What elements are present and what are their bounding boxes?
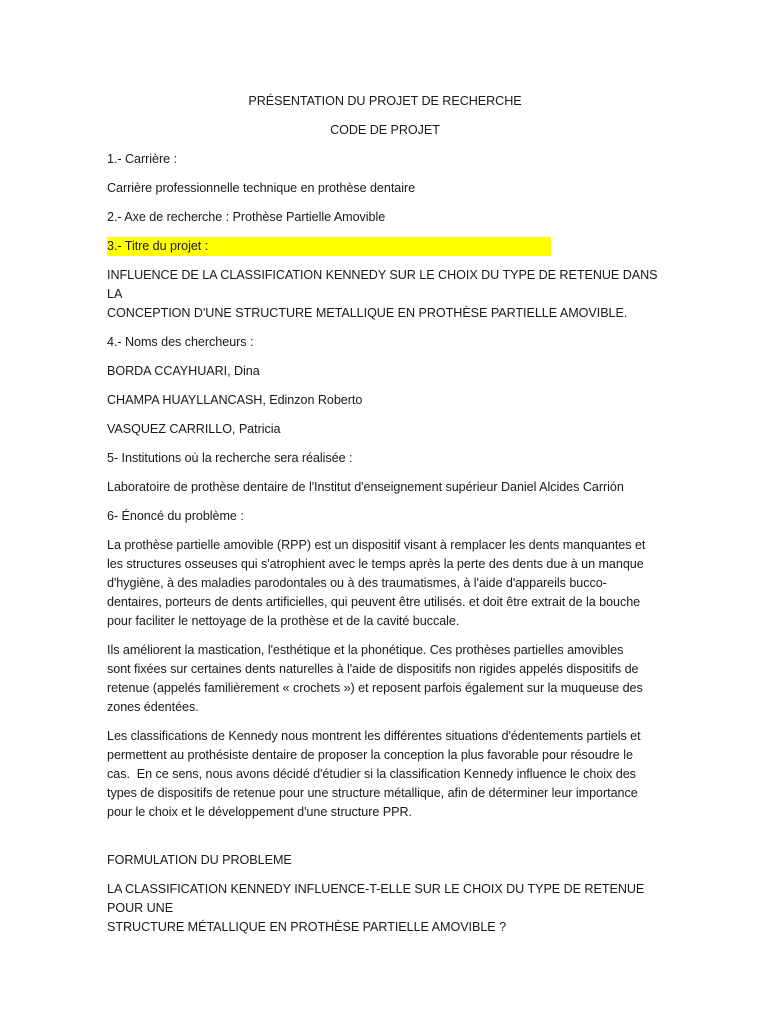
- section-1-heading: 1.- Carrière :: [107, 152, 177, 166]
- researcher-name: BORDA CCAYHUARI, Dina: [107, 364, 260, 378]
- paragraph-line: Ils améliorent la mastication, l'esthétique et la phonétique. Ces prothèses partielles amovibles: [107, 643, 624, 657]
- paragraph-line: dentaires, porteurs de dents artificielles, qui peuvent être utilisés. et doit être extrait de la bouche: [107, 595, 641, 609]
- project-title-line: CONCEPTION D'UNE STRUCTURE METALLIQUE EN PROTHÈSE PARTIELLE AMOVIBLE.: [107, 306, 628, 320]
- problem-paragraph-3: [107, 727, 663, 822]
- paragraph-line: d'hygiène, à des maladies parodontales ou à des traumatismes, à l'aide d'appareils bucco-: [107, 576, 607, 590]
- document-title: PRÉSENTATION DU PROJET DE RECHERCHE: [248, 94, 522, 108]
- paragraph-line: La prothèse partielle amovible (RPP) est un dispositif visant à remplacer les dents manquantes et: [107, 538, 646, 552]
- research-question-line: STRUCTURE MÉTALLIQUE EN PROTHÈSE PARTIELLE AMOVIBLE ?: [107, 920, 507, 934]
- paragraph-line: Les classifications de Kennedy nous montrent les différentes situations d'édentements partiels et: [107, 729, 641, 743]
- paragraph-line: les structures osseuses qui s'atrophient avec le temps après la perte des dents due à un manque: [107, 557, 644, 571]
- formulation-heading: FORMULATION DU PROBLEME: [107, 853, 292, 867]
- paragraph-line: sont fixées sur certaines dents naturelles à l'aide de dispositifs non rigides appelés dispositifs de: [107, 662, 639, 676]
- paragraph-line: pour le choix et le développement d'une structure PPR.: [107, 805, 412, 819]
- research-question: [107, 880, 663, 937]
- section-5-text: Laboratoire de prothèse dentaire de l'Institut d'enseignement supérieur Daniel Alcides Carrión: [107, 480, 624, 494]
- section-3-heading-highlighted: 3.- Titre du projet :: [107, 237, 551, 256]
- section-4-heading: 4.- Noms des chercheurs :: [107, 335, 254, 349]
- paragraph-line: pour faciliter le nettoyage de la prothèse et de la cavité buccale.: [107, 614, 460, 628]
- section-6-heading: 6- Énoncé du problème :: [107, 509, 244, 523]
- document-body: [107, 92, 663, 947]
- researcher-name: CHAMPA HUAYLLANCASH, Edinzon Roberto: [107, 393, 363, 407]
- project-code: CODE DE PROJET: [330, 123, 440, 137]
- problem-paragraph-1: [107, 536, 663, 631]
- project-title: [107, 266, 663, 323]
- paragraph-line: cas. En ce sens, nous avons décidé d'étudier si la classification Kennedy influence le choix des: [107, 767, 636, 781]
- paragraph-line: zones édentées.: [107, 700, 199, 714]
- project-title-line: INFLUENCE DE LA CLASSIFICATION KENNEDY SUR LE CHOIX DU TYPE DE RETENUE DANS LA: [107, 268, 658, 301]
- researcher-name: VASQUEZ CARRILLO, Patricia: [107, 422, 281, 436]
- problem-paragraph-2: [107, 641, 663, 717]
- research-question-line: LA CLASSIFICATION KENNEDY INFLUENCE-T-ELLE SUR LE CHOIX DU TYPE DE RETENUE POUR UNE: [107, 882, 645, 915]
- blank-line: [107, 832, 663, 851]
- section-1-text: Carrière professionnelle technique en prothèse dentaire: [107, 181, 416, 195]
- paragraph-line: permettent au prothésiste dentaire de proposer la conception la plus favorable pour résoudre le: [107, 748, 633, 762]
- paragraph-line: retenue (appelés familièrement « crochets ») et reposent parfois également sur la muqueuse des: [107, 681, 643, 695]
- section-5-heading: 5- Institutions où la recherche sera réalisée :: [107, 451, 353, 465]
- section-2-research-axis: 2.- Axe de recherche : Prothèse Partielle Amovible: [107, 210, 386, 224]
- paragraph-line: types de dispositifs de retenue pour une structure métallique, afin de déterminer leur importance: [107, 786, 638, 800]
